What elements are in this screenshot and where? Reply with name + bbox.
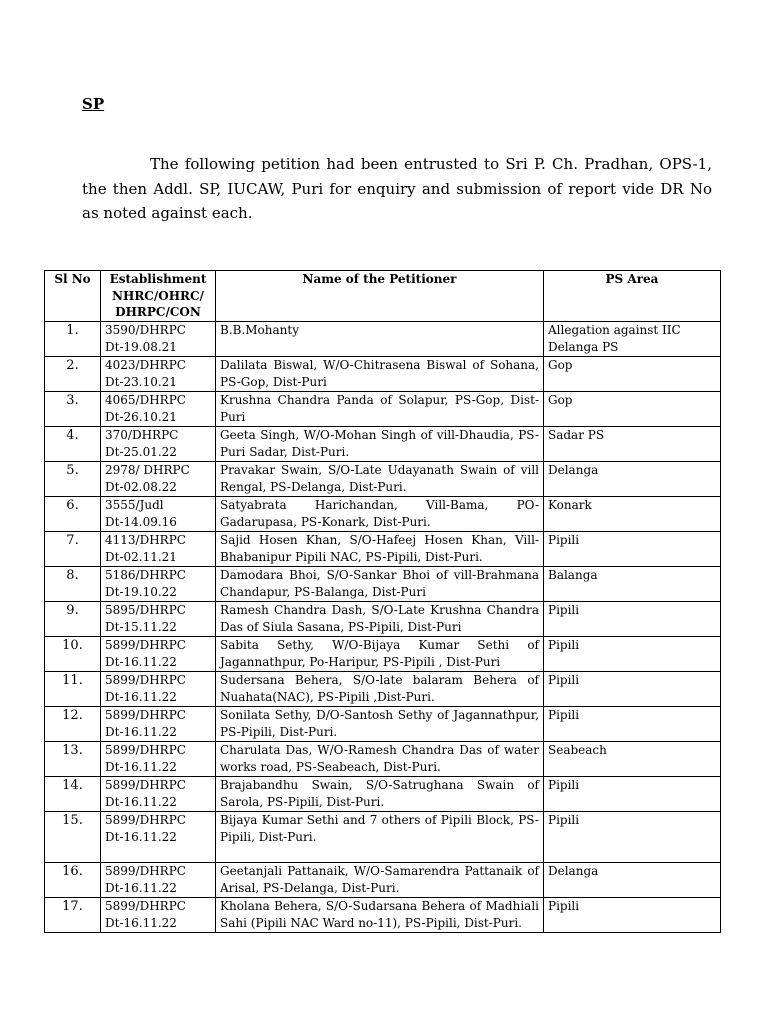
cell-petitioner-name xyxy=(216,812,544,863)
cell-establishment xyxy=(101,707,216,742)
petitioner-name-text: Damodara Bhoi, S/O-Sankar Bhoi of vill-Brahmana Chandapur, PS-Balanga, Dist-Puri xyxy=(220,568,539,599)
establishment-line: Dt-16.11.22 xyxy=(105,690,177,704)
sl-no-text: 8. xyxy=(66,568,79,583)
cell-petitioner-name xyxy=(216,462,544,497)
petitioner-name-text: Geeta Singh, W/O-Mohan Singh of vill-Dhaudia, PS-Puri Sadar, Dist-Puri. xyxy=(220,428,539,459)
cell-petitioner-name xyxy=(216,392,544,427)
cell-ps-area xyxy=(544,863,721,898)
cell-ps-area xyxy=(544,497,721,532)
cell-sl-no xyxy=(45,707,101,742)
ps-area-text: Pipili xyxy=(548,673,580,687)
ps-area-text: Pipili xyxy=(548,899,580,913)
establishment-line: Dt-23.10.21 xyxy=(105,375,177,389)
cell-ps-area xyxy=(544,672,721,707)
cell-establishment xyxy=(101,863,216,898)
establishment-line: Dt-15.11.22 xyxy=(105,620,177,634)
cell-petitioner-name xyxy=(216,427,544,462)
table-row xyxy=(45,532,721,567)
cell-petitioner-name xyxy=(216,357,544,392)
cell-ps-area xyxy=(544,777,721,812)
establishment-line: 5186/DHRPC xyxy=(105,568,186,582)
cell-sl-no xyxy=(45,637,101,672)
table-row xyxy=(45,812,721,863)
cell-petitioner-name xyxy=(216,602,544,637)
cell-petitioner-name xyxy=(216,707,544,742)
establishment-line: Dt-16.11.22 xyxy=(105,655,177,669)
cell-establishment xyxy=(101,637,216,672)
establishment-line: Dt-16.11.22 xyxy=(105,795,177,809)
petitioner-name-text: Geetanjali Pattanaik, W/O-Samarendra Pattanaik of Arisal, PS-Delanga, Dist-Puri. xyxy=(220,864,539,895)
petitioner-name-text: Krushna Chandra Panda of Solapur, PS-Gop, Dist-Puri xyxy=(220,393,539,424)
establishment-line: Dt-02.08.22 xyxy=(105,480,177,494)
establishment-line: 4113/DHRPC xyxy=(105,533,186,547)
cell-sl-no xyxy=(45,863,101,898)
sl-no-text: 13. xyxy=(62,743,83,758)
table-row xyxy=(45,602,721,637)
table-row xyxy=(45,567,721,602)
establishment-line: 3590/DHRPC xyxy=(105,323,186,337)
establishment-line: 5899/DHRPC xyxy=(105,708,186,722)
sl-no-text: 10. xyxy=(62,638,83,653)
cell-ps-area xyxy=(544,707,721,742)
cell-sl-no xyxy=(45,812,101,863)
cell-establishment xyxy=(101,777,216,812)
establishment-line: Dt-26.10.21 xyxy=(105,410,177,424)
establishment-line: Dt-16.11.22 xyxy=(105,830,177,844)
cell-establishment xyxy=(101,742,216,777)
ps-area-text: Allegation against IIC Delanga PS xyxy=(548,323,681,354)
cell-sl-no xyxy=(45,392,101,427)
table-header-row xyxy=(45,271,721,322)
sl-no-text: 9. xyxy=(66,603,79,618)
cell-petitioner-name xyxy=(216,898,544,933)
cell-petitioner-name xyxy=(216,863,544,898)
cell-establishment xyxy=(101,532,216,567)
cell-petitioner-name xyxy=(216,742,544,777)
document-heading: SP xyxy=(82,95,105,113)
cell-petitioner-name xyxy=(216,567,544,602)
cell-petitioner-name xyxy=(216,777,544,812)
cell-ps-area xyxy=(544,602,721,637)
header-ps-area: PS Area xyxy=(544,271,721,322)
intro-paragraph xyxy=(82,152,712,226)
establishment-line: Dt-19.08.21 xyxy=(105,340,177,354)
cell-establishment xyxy=(101,357,216,392)
table-row xyxy=(45,672,721,707)
sl-no-text: 5. xyxy=(66,463,79,478)
cell-establishment xyxy=(101,602,216,637)
cell-sl-no xyxy=(45,427,101,462)
table-row xyxy=(45,863,721,898)
cell-establishment xyxy=(101,812,216,863)
petitioner-name-text: Charulata Das, W/O-Ramesh Chandra Das of water works road, PS-Seabeach, Dist-Puri. xyxy=(220,743,539,774)
establishment-line: Dt-25.01.22 xyxy=(105,445,177,459)
sl-no-text: 1. xyxy=(66,323,79,338)
establishment-line: Dt-16.11.22 xyxy=(105,916,177,930)
header-establishment-line: DHRPC/CON xyxy=(115,305,201,319)
table-row xyxy=(45,898,721,933)
cell-ps-area xyxy=(544,357,721,392)
table-row xyxy=(45,497,721,532)
establishment-line: 4023/DHRPC xyxy=(105,358,186,372)
ps-area-text: Seabeach xyxy=(548,743,607,757)
establishment-line: Dt-16.11.22 xyxy=(105,760,177,774)
establishment-line: 5899/DHRPC xyxy=(105,743,186,757)
table-row xyxy=(45,707,721,742)
cell-sl-no xyxy=(45,567,101,602)
establishment-line: Dt-19.10.22 xyxy=(105,585,177,599)
ps-area-text: Pipili xyxy=(548,638,580,652)
establishment-line: 5899/DHRPC xyxy=(105,813,186,827)
intro-paragraph-text: The following petition had been entrusted to Sri P. Ch. Pradhan, OPS-1, the then Addl. SP, IUCAW, Puri for enquiry and submission of report vide DR No as noted against each. xyxy=(82,155,712,222)
ps-area-text: Pipili xyxy=(548,813,580,827)
table-row xyxy=(45,322,721,357)
sl-no-text: 7. xyxy=(66,533,79,548)
petitioner-name-text: Satyabrata Harichandan, Vill-Bama, PO-Gadarupasa, PS-Konark, Dist-Puri. xyxy=(220,498,539,529)
ps-area-text: Delanga xyxy=(548,463,599,477)
table-row xyxy=(45,777,721,812)
petitioner-name-text: Sabita Sethy, W/O-Bijaya Kumar Sethi of Jagannathpur, Po-Haripur, PS-Pipili , Dist-Puri xyxy=(220,638,539,669)
establishment-line: Dt-02.11.21 xyxy=(105,550,177,564)
table-row xyxy=(45,637,721,672)
sl-no-text: 16. xyxy=(62,864,83,879)
cell-establishment xyxy=(101,672,216,707)
establishment-line: 5899/DHRPC xyxy=(105,778,186,792)
table-row xyxy=(45,427,721,462)
ps-area-text: Balanga xyxy=(548,568,598,582)
cell-ps-area xyxy=(544,322,721,357)
cell-sl-no xyxy=(45,777,101,812)
ps-area-text: Sadar PS xyxy=(548,428,605,442)
cell-establishment xyxy=(101,567,216,602)
header-establishment xyxy=(101,271,216,322)
sl-no-text: 11. xyxy=(62,673,83,688)
header-sl-no: Sl No xyxy=(45,271,101,322)
cell-ps-area xyxy=(544,462,721,497)
table-row xyxy=(45,462,721,497)
establishment-line: Dt-14.09.16 xyxy=(105,515,177,529)
sl-no-text: 14. xyxy=(62,778,83,793)
cell-ps-area xyxy=(544,427,721,462)
table-row xyxy=(45,742,721,777)
cell-establishment xyxy=(101,898,216,933)
petitioner-name-text: Dalilata Biswal, W/O-Chitrasena Biswal of Sohana, PS-Gop, Dist-Puri xyxy=(220,358,539,389)
cell-establishment xyxy=(101,497,216,532)
cell-sl-no xyxy=(45,322,101,357)
cell-sl-no xyxy=(45,462,101,497)
sl-no-text: 3. xyxy=(66,393,79,408)
establishment-line: 3555/Judl xyxy=(105,498,164,512)
petitioner-name-text: Sudersana Behera, S/O-late balaram Behera of Nuahata(NAC), PS-Pipili ,Dist-Puri. xyxy=(220,673,539,704)
petitioner-name-text: Bijaya Kumar Sethi and 7 others of Pipili Block, PS-Pipili, Dist-Puri. xyxy=(220,813,539,844)
header-establishment-line: NHRC/OHRC/ xyxy=(112,288,204,303)
cell-sl-no xyxy=(45,602,101,637)
ps-area-text: Pipili xyxy=(548,708,580,722)
cell-petitioner-name xyxy=(216,637,544,672)
cell-sl-no xyxy=(45,532,101,567)
header-establishment-line: Establishment xyxy=(109,272,207,286)
cell-establishment xyxy=(101,392,216,427)
establishment-line: Dt-16.11.22 xyxy=(105,881,177,895)
ps-area-text: Gop xyxy=(548,358,573,372)
table-row xyxy=(45,392,721,427)
establishment-line: 5899/DHRPC xyxy=(105,899,186,913)
sl-no-text: 4. xyxy=(66,428,79,443)
petition-table xyxy=(44,270,721,933)
petitioner-name-text: B.B.Mohanty xyxy=(220,323,299,337)
cell-establishment xyxy=(101,427,216,462)
cell-sl-no xyxy=(45,898,101,933)
cell-ps-area xyxy=(544,392,721,427)
cell-sl-no xyxy=(45,357,101,392)
cell-ps-area xyxy=(544,567,721,602)
petitioner-name-text: Brajabandhu Swain, S/O-Satrughana Swain of Sarola, PS-Pipili, Dist-Puri. xyxy=(220,778,539,809)
establishment-line: 5899/DHRPC xyxy=(105,673,186,687)
sl-no-text: 2. xyxy=(66,358,79,373)
cell-petitioner-name xyxy=(216,532,544,567)
cell-petitioner-name xyxy=(216,497,544,532)
ps-area-text: Pipili xyxy=(548,533,580,547)
ps-area-text: Pipili xyxy=(548,603,580,617)
cell-sl-no xyxy=(45,742,101,777)
ps-area-text: Gop xyxy=(548,393,573,407)
establishment-line: 5895/DHRPC xyxy=(105,603,186,617)
cell-petitioner-name xyxy=(216,322,544,357)
cell-ps-area xyxy=(544,532,721,567)
petitioner-name-text: Pravakar Swain, S/O-Late Udayanath Swain of vill Rengal, PS-Delanga, Dist-Puri. xyxy=(220,463,539,494)
establishment-line: 4065/DHRPC xyxy=(105,393,186,407)
cell-sl-no xyxy=(45,672,101,707)
cell-sl-no xyxy=(45,497,101,532)
cell-petitioner-name xyxy=(216,672,544,707)
cell-establishment xyxy=(101,322,216,357)
establishment-line: Dt-16.11.22 xyxy=(105,725,177,739)
ps-area-text: Pipili xyxy=(548,778,580,792)
table-row xyxy=(45,357,721,392)
sl-no-text: 12. xyxy=(62,708,83,723)
cell-establishment xyxy=(101,462,216,497)
cell-ps-area xyxy=(544,637,721,672)
petitioner-name-text: Sajid Hosen Khan, S/O-Hafeej Hosen Khan, Vill-Bhabanipur Pipili NAC, PS-Pipili, Dist-Puri. xyxy=(220,533,539,564)
establishment-line: 2978/ DHRPC xyxy=(105,463,190,477)
cell-ps-area xyxy=(544,898,721,933)
ps-area-text: Konark xyxy=(548,498,592,512)
establishment-line: 5899/DHRPC xyxy=(105,864,186,878)
sl-no-text: 15. xyxy=(62,813,83,828)
sl-no-text: 17. xyxy=(62,899,83,914)
establishment-line: 370/DHRPC xyxy=(105,428,179,442)
header-petitioner-name: Name of the Petitioner xyxy=(216,271,544,322)
ps-area-text: Delanga xyxy=(548,864,599,878)
cell-ps-area xyxy=(544,742,721,777)
petitioner-name-text: Kholana Behera, S/O-Sudarsana Behera of Madhiali Sahi (Pipili NAC Ward no-11), PS-Pipili, Dist-Puri. xyxy=(220,899,539,930)
petitioner-name-text: Sonilata Sethy, D/O-Santosh Sethy of Jagannathpur, PS-Pipili, Dist-Puri. xyxy=(220,708,539,739)
cell-ps-area xyxy=(544,812,721,863)
petitioner-name-text: Ramesh Chandra Dash, S/O-Late Krushna Chandra Das of Siula Sasana, PS-Pipili, Dist-Puri xyxy=(220,603,539,634)
sl-no-text: 6. xyxy=(66,498,79,513)
establishment-line: 5899/DHRPC xyxy=(105,638,186,652)
